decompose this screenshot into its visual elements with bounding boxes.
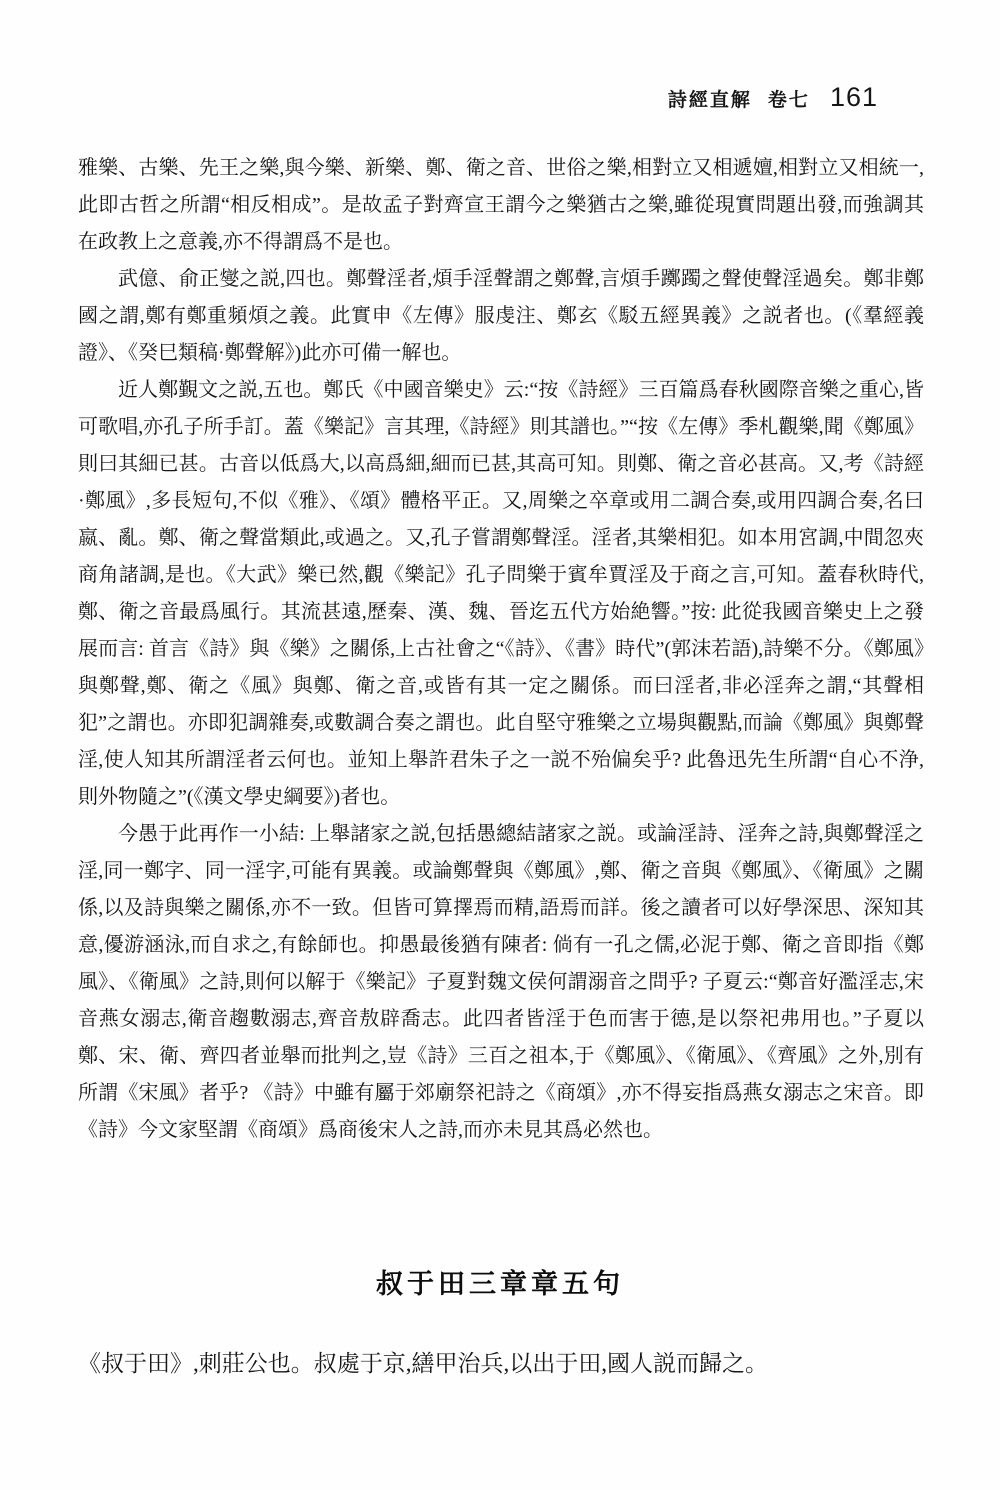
paragraph-summary: 今愚于此再作一小結: 上舉諸家之説,包括愚總結諸家之説。或論淫詩、淫奔之詩,與鄭聲淫之淫,同一鄭字、同一淫字,可能有異義。或論鄭聲與《鄭風》,鄭、衛之音與《鄭風》、《衛風》之關係,以及詩與樂之關係,亦不一致。但皆可算擇焉而精,語焉而詳。後之讀者可以好學深思、深知其意,優游涵泳,而自求之,有餘師也。抑愚最後猶有陳者: 倘有一孔之儒,必泥于鄭、衛之音即指《鄭風》、《衛風》之詩,則何以解于《樂記》子夏對魏文侯何謂溺音之問乎? 子夏云:“鄭音好濫淫志,宋音燕女溺志,衛音趨數溺志,齊音敖辟喬志。此四者皆淫于色而害于德,是以祭祀弗用也。”子夏以鄭、宋、衛、齊四者並舉而批判之,豈《詩》三百之祖本,于《鄭風》、《衛風》、《齊風》之外,別有所謂《宋風》者乎? 《詩》中雖有屬于郊廟祭祀詩之《商頌》,亦不得妄指爲燕女溺志之宋音。即《詩》今文家堅謂《商頌》爲商後宋人之詩,而亦未見其爲必然也。 bbox=[78, 823, 924, 1141]
section-heading-shu-yu-tian: 叔于田三章章五句 bbox=[376, 1269, 624, 1299]
section-intro-text: 《叔于田》,刺莊公也。叔處于京,繕甲治兵,以出于田,國人説而歸之。 bbox=[78, 1351, 768, 1376]
volume-label: 卷七 bbox=[767, 90, 810, 111]
book-title: 詩經直解 bbox=[667, 90, 752, 111]
paragraph-zheng-jinwen: 近人鄭覲文之説,五也。鄭氏《中國音樂史》云:“按《詩經》三百篇爲春秋國際音樂之重心,皆可歌唱,亦孔子所手訂。蓋《樂記》言其理,《詩經》則其譜也。”“按《左傳》季札觀樂,聞《鄭風》則曰其細已甚。古音以低爲大,以高爲細,細而已甚,其高可知。則鄭、衛之音必甚高。又,考《詩經·鄭風》,多長短句,不似《雅》、《頌》體格平正。又,周樂之卒章或用二調合奏,或用四調合奏,名曰嬴、亂。鄭、衛之聲當類此,或過之。又,孔子嘗謂鄭聲淫。淫者,其樂相犯。如本用宮調,中間忽夾商角諸調,是也。《大武》樂已然,觀《樂記》孔子問樂于賓牟賈淫及于商之言,可知。蓋春秋時代,鄭、衛之音最爲風行。其流甚遠,歷秦、漢、魏、晉迄五代方始絶響。”按: 此從我國音樂史上之發展而言: 首言《詩》與《樂》之關係,上古社會之“《詩》、《書》時代”(郭沫若語),詩樂不分。《鄭風》與鄭聲,鄭、衛之《風》與鄭、衛之音,或皆有其一定之關係。而曰淫者,非必淫奔之謂,“其聲相犯”之謂也。亦即犯調雜奏,或數調合奏之謂也。此自堅守雅樂之立場與觀點,而論《鄭風》與鄭聲淫,使人知其所謂淫者云何也。並知上舉許君朱子之一説不殆偏矣乎? 此魯迅先生所謂“自心不浄,則外物隨之”(《漢文學史綱要》)者也。 bbox=[78, 379, 924, 808]
main-text-block bbox=[78, 150, 924, 1149]
paragraph-continuation: 雅樂、古樂、先王之樂,與今樂、新樂、鄭、衛之音、世俗之樂,相對立又相遞嬗,相對立又相統一,此即古哲之所謂“相反相成”。是故孟子對齊宣王謂今之樂猶古之樂,雖從現實問題出發,而強調其在政教上之意義,亦不得謂爲不是也。 bbox=[78, 157, 924, 253]
paragraph-wu-yi: 武億、俞正燮之説,四也。鄭聲淫者,煩手淫聲謂之鄭聲,言煩手躑躅之聲使聲淫過矣。鄭非鄭國之謂,鄭有鄭重頻煩之義。此實申《左傳》服虔注、鄭玄《駁五經異義》之説者也。(《羣經義證》、《癸巳類稿·鄭聲解》)此亦可備一解也。 bbox=[78, 268, 924, 364]
page-number: 161 bbox=[829, 82, 878, 112]
running-header bbox=[668, 82, 878, 113]
